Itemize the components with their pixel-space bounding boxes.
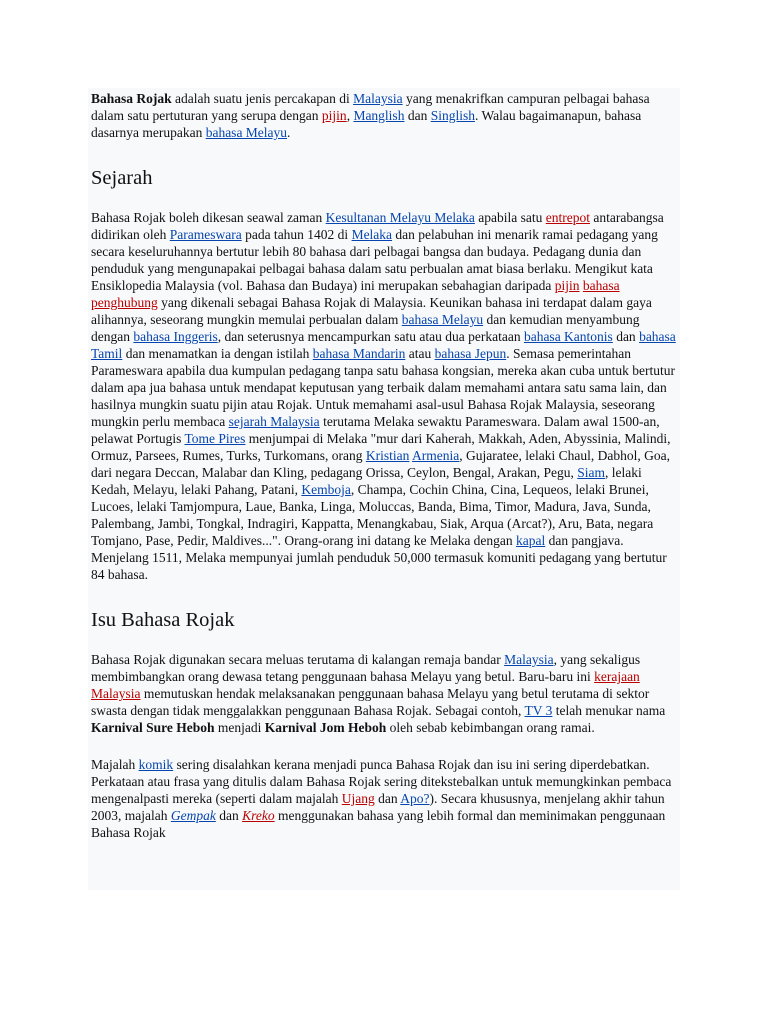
link-kristian[interactable]: Kristian — [365, 448, 410, 463]
heading-isu-bahasa-rojak: Isu Bahasa Rojak — [91, 609, 235, 631]
isu-paragraph-2: Majalah komik sering disalahkan kerana menjadi punca Bahasa Rojak dan isu ini sering diperdebatkan. Perkataan atau frasa yang ditulis dalam Bahasa Rojak sering ditekstebalkan untuk memungkinkan pembaca mengenalpasti mereka (seperti dalam majalah Ujang dan Apo?). Secara khususnya, menjelang akhir tahun 2003, majalah Gempak dan Kreko menggunakan bahasa yang lebih formal dan meminimakan penggunaan Bahasa Rojak — [91, 757, 672, 840]
heading-sejarah: Sejarah — [91, 167, 153, 189]
link-malaysia[interactable]: Malaysia — [353, 91, 403, 106]
link-bahasa-melayu-2[interactable]: bahasa Melayu — [401, 312, 484, 327]
link-entrepot[interactable]: entrepot — [545, 210, 590, 225]
link-bahasa-tamil[interactable]: bahasa Tamil — [91, 329, 676, 361]
link-bahasa-mandarin[interactable]: bahasa Mandarin — [312, 346, 406, 361]
link-siam[interactable]: Siam — [577, 465, 605, 480]
bold-karnival-sure-heboh: Karnival Sure Heboh — [91, 720, 215, 735]
bold-karnival-jom-heboh: Karnival Jom Heboh — [264, 720, 387, 735]
link-kreko[interactable]: Kreko — [242, 808, 275, 823]
link-tv3[interactable]: TV 3 — [524, 703, 553, 718]
link-kerajaan-malaysia[interactable]: kerajaan Malaysia — [91, 669, 640, 701]
link-armenia[interactable]: Armenia — [412, 448, 460, 463]
link-pijin[interactable]: pijin — [321, 108, 347, 123]
link-bahasa-penghubung[interactable]: bahasa penghubung — [91, 278, 620, 310]
link-ujang[interactable]: Ujang — [341, 791, 375, 806]
link-melaka[interactable]: Melaka — [351, 227, 393, 242]
link-bahasa-jepun[interactable]: bahasa Jepun — [434, 346, 507, 361]
link-pijin-2[interactable]: pijin — [554, 278, 580, 293]
link-malaysia-2[interactable]: Malaysia — [504, 652, 554, 667]
link-parameswara[interactable]: Parameswara — [169, 227, 242, 242]
link-sejarah-malaysia[interactable]: sejarah Malaysia — [228, 414, 320, 429]
link-kesultanan-melayu-melaka[interactable]: Kesultanan Melayu Melaka — [325, 210, 475, 225]
link-apo[interactable]: Apo? — [400, 791, 430, 806]
link-bahasa-inggeris[interactable]: bahasa Inggeris — [133, 329, 218, 344]
article-content — [91, 90, 677, 841]
intro-paragraph: Bahasa Rojak adalah suatu jenis percakapan di Malaysia yang menakrifkan campuran pelbagai bahasa dalam satu pertuturan yang serupa dengan pijin, Manglish dan Singlish. Walau bagaimanapun, bahasa dasarnya merupakan bahasa Melayu. — [91, 91, 650, 140]
term-bahasa-rojak: Bahasa Rojak — [91, 91, 172, 106]
link-tome-pires[interactable]: Tome Pires — [184, 431, 246, 446]
isu-paragraph-1: Bahasa Rojak digunakan secara meluas terutama di kalangan remaja bandar Malaysia, yang sekaligus membimbangkan orang dewasa tetang penggunaan bahasa Melayu yang betul. Baru-baru ini kerajaan Malaysia memutuskan hendak melaksanakan penggunaan bahasa Melayu yang betul terutama di sektor swasta dengan tidak menggalakkan penggunaan Bahasa Rojak. Sebagai contoh, TV 3 telah menukar nama Karnival Sure Heboh menjadi Karnival Jom Heboh oleh sebab kebimbangan orang ramai. — [91, 652, 666, 735]
link-kapal[interactable]: kapal — [516, 533, 546, 548]
document-page — [88, 88, 680, 890]
link-manglish[interactable]: Manglish — [353, 108, 405, 123]
link-singlish[interactable]: Singlish — [430, 108, 475, 123]
link-komik[interactable]: komik — [138, 757, 174, 772]
sejarah-paragraph: Bahasa Rojak boleh dikesan seawal zaman Kesultanan Melayu Melaka apabila satu entrepot antarabangsa didirikan oleh Parameswara pada tahun 1402 di Melaka dan pelabuhan ini menarik ramai pedagang yang secara keseluruhannya bertutur lebih 80 bahasa dari pelbagai bangsa dan budaya. Pedagang dunia dan penduduk yang mengunapakai pelbagai bahasa dalam satu perbualan amat biasa berlaku. Mengikut kata Ensiklopedia Malaysia (vol. Bahasa dan Budaya) ini merupakan sebahagian daripada pijin bahasa penghubung yang dikenali sebagai Bahasa Rojak di Malaysia. Keunikan bahasa ini terdapat dalam gaya alihannya, seseorang mungkin memulai perbualan dalam bahasa Melayu dan kemudian menyambung dengan bahasa Inggeris, dan seterusnya mencampurkan satu atau dua perkataan bahasa Kantonis dan bahasa Tamil dan menamatkan ia dengan istilah bahasa Mandarin atau bahasa Jepun. Semasa pemerintahan Parameswara apabila dua kumpulan pedagang tanpa satu bahasa kongsian, mereka akan cuba untuk bertutur dalam apa jua bahasa untuk mendapat keputusan yang terbaik dalam memahami antara satu sama lain, dan hasilnya mungkin suatu pijin atau Rojak. Untuk memahami asal-usul Bahasa Rojak Malaysia, seseorang mungkin perlu membaca sejarah Malaysia terutama Melaka sewaktu Parameswara. Dalam awal 1500-an, pelawat Portugis Tome Pires menjumpai di Melaka "mur dari Kaherah, Makkah, Aden, Abyssinia, Malindi, Ormuz, Parsees, Rumes, Turks, Turkomans, orang Kristian Armenia, Gujaratee, lelaki Chaul, Dabhol, Goa, dari negara Deccan, Malabar dan Kling, pedagang Orissa, Ceylon, Bengal, Arakan, Pegu, Siam, lelaki Kedah, Melayu, lelaki Pahang, Patani, Kemboja, Champa, Cochin China, Cina, Lequeos, lelaki Brunei, Lucoes, lelaki Tamjompura, Laue, Banka, Linga, Moluccas, Banda, Bima, Timor, Madura, Java, Sunda, Palembang, Jambi, Tongkal, Indragiri, Kappatta, Menangkabau, Siak, Arqua (Arcat?), Aru, Bata, negara Tomjano, Pase, Pedir, Maldives...". Orang-orang ini datang ke Melaka dengan kapal dan pangjava. Menjelang 1511, Melaka mempunyai jumlah penduduk 50,000 termasuk komuniti pedagang yang bertutur 84 bahasa. — [91, 210, 676, 582]
link-bahasa-melayu[interactable]: bahasa Melayu — [205, 125, 288, 140]
link-gempak[interactable]: Gempak — [170, 808, 216, 823]
link-kemboja[interactable]: Kemboja — [301, 482, 351, 497]
link-bahasa-kantonis[interactable]: bahasa Kantonis — [523, 329, 613, 344]
